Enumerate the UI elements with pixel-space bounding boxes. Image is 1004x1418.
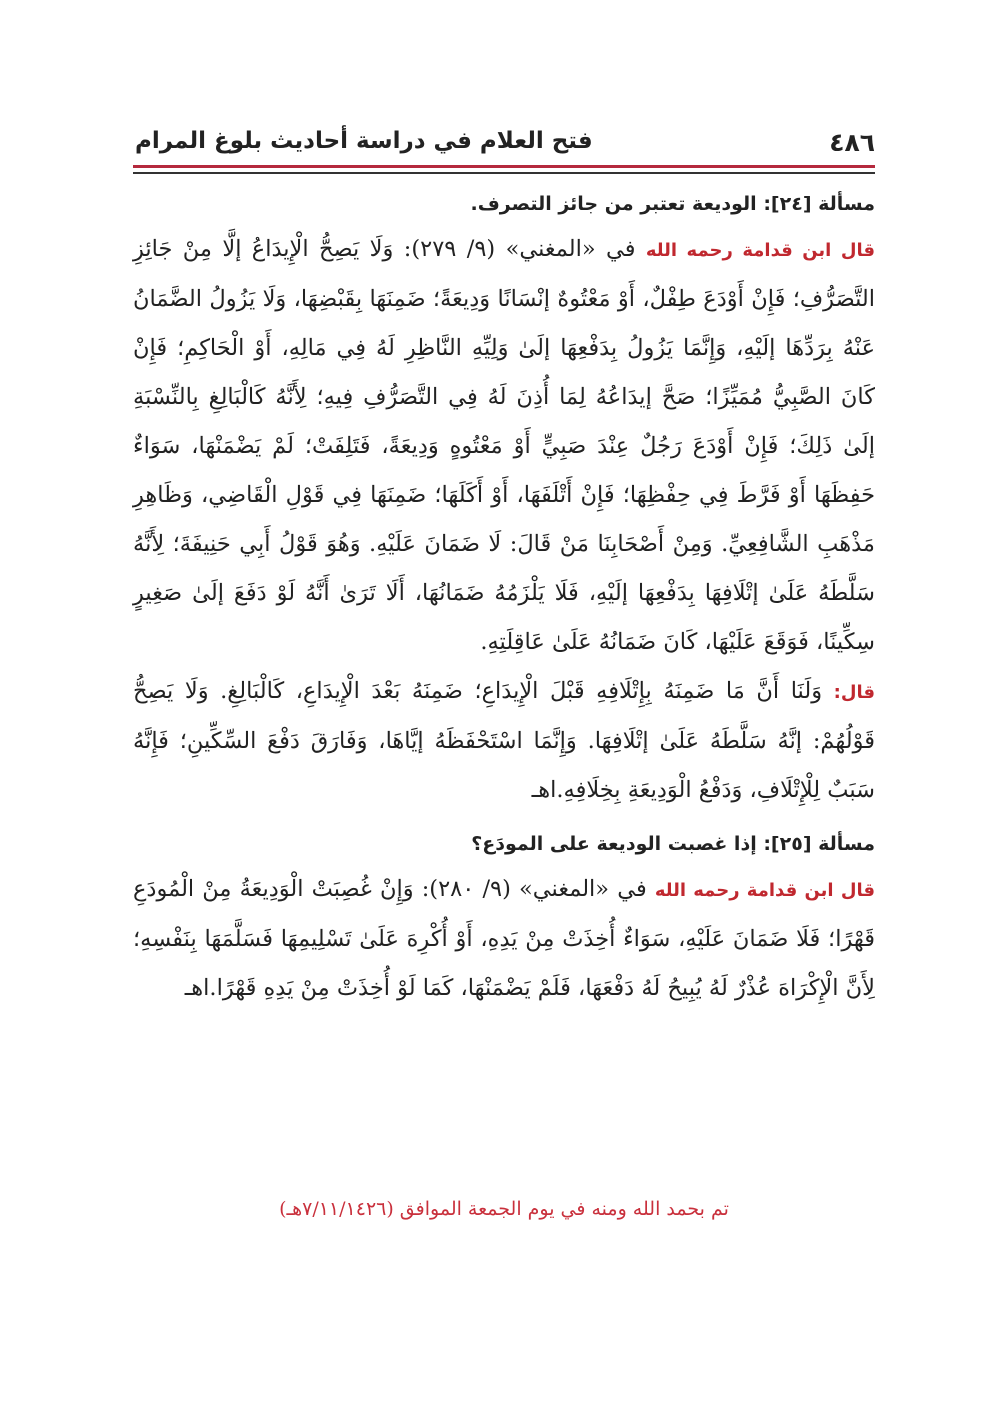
page-number: ٤٨٦ <box>829 128 875 157</box>
closing-note: تم بحمد الله ومنه في يوم الجمعة الموافق (٧/١١/١٤٢٦هـ) <box>279 1198 729 1220</box>
citation-label: قال ابن قدامة رحمه الله <box>654 880 875 901</box>
quote-paragraph <box>133 225 875 667</box>
citation-label: قال ابن قدامة رحمه الله <box>645 240 876 261</box>
page-body <box>133 193 875 1013</box>
section-gap <box>133 815 875 833</box>
header-rule-red <box>133 165 875 168</box>
quote-text: في «المغني» (٩/ ٢٧٩): وَلَا يَصِحُّ الْإِيدَاعُ إلَّا مِنْ جَائِزِ التَّصَرُّفِ؛ فَإِنْ أَوْدَعَ طِفْلٌ، أَوْ مَعْتُوهٌ إنْسَانًا وَدِيعَةً؛ ضَمِنَهَا بِقَبْضِهَا، وَلَا يَزُولُ الضَّمَانُ عَنْهُ بِرَدِّهَا إلَيْهِ، وَإِنَّمَا يَزُولُ بِدَفْعِهَا إلَىٰ وَلِيِّهِ النَّاظِرِ لَهُ فِي مَالِهِ، أَوْ الْحَاكِمِ؛ فَإِنْ كَانَ الصَّبِيُّ مُمَيِّزًا؛ صَحَّ إيدَاعُهُ لِمَا أُذِنَ لَهُ فِي التَّصَرُّفِ فِيهِ؛ لِأَنَّهُ كَالْبَالِغِ بِالنِّسْبَةِ إلَىٰ ذَلِكَ؛ فَإِنْ أَوْدَعَ رَجُلٌ عِنْدَ صَبِيٍّ أَوْ مَعْتُوهٍ وَدِيعَةً، فَتَلِفَتْ؛ لَمْ يَضْمَنْهَا، سَوَاءٌ حَفِظَهَا أَوْ فَرَّطَ فِي حِفْظِهَا؛ فَإِنْ أَتْلَفَهَا، أَوْ أَكَلَهَا؛ ضَمِنَهَا فِي قَوْلِ الْقَاضِي، وَظَاهِرِ مَذْهَبِ الشَّافِعِيِّ. وَمِنْ أَصْحَابِنَا مَنْ قَالَ: لَا ضَمَانَ عَلَيْهِ. وَهُوَ قَوْلُ أَبِي حَنِيفَةَ؛ لِأَنَّهُ سَلَّطَهُ عَلَىٰ إتْلَافِهَا بِدَفْعِهَا إلَيْهِ، فَلَا يَلْزَمُهُ ضَمَانُهَا، أَلَا تَرَىٰ أَنَّهُ لَوْ دَفَعَ إلَىٰ صَغِيرٍ سِكِّينًا، فَوَقَعَ عَلَيْهَا، كَانَ ضَمَانُهُ عَلَىٰ عَاقِلَتِهِ. <box>133 236 875 655</box>
quote-text: وَلَنَا أَنَّ مَا ضَمِنَهُ بِإِتْلَافِهِ قَبْلَ الْإِيدَاعِ؛ ضَمِنَهُ بَعْدَ الْإِيدَاعِ، كَالْبَالِغِ. وَلَا يَصِحُّ قَوْلُهُمْ: إنَّهُ سَلَّطَهُ عَلَىٰ إتْلَافِهَا. وَإِنَّمَا اسْتَحْفَظَهُ إيَّاهَا، وَفَارَقَ دَفْعَ السِّكِّينِ؛ فَإِنَّهُ سَبَبٌ لِلْإِتْلَافِ، وَدَفْعُ الْوَدِيعَةِ بِخِلَافِهِ.اهـ <box>133 678 875 803</box>
book-title: فتح العلام في دراسة أحاديث بلوغ المرام <box>135 128 593 154</box>
citation-label: قال: <box>833 682 875 703</box>
quote-text: في «المغني» (٩/ ٢٨٠): وَإِنْ غُصِبَتْ الْوَدِيعَةُ مِنْ الْمُودَعِ قَهْرًا؛ فَلَا ضَمَانَ عَلَيْهِ، سَوَاءٌ أُخِذَتْ مِنْ يَدِهِ، أَوْ أُكْرِهَ عَلَىٰ تَسْلِيمِهَا فَسَلَّمَهَا بِنَفْسِهِ؛ لِأَنَّ الْإِكْرَاهَ عُذْرٌ لَهُ يُبِيحُ لَهُ دَفْعَهَا، فَلَمْ يَضْمَنْهَا، كَمَا لَوْ أُخِذَتْ مِنْ يَدِهِ قَهْرًا.اهـ <box>133 876 875 1001</box>
quote-paragraph <box>133 865 875 1013</box>
issue-heading-24: مسألة [٢٤]: الوديعة تعتبر من جائز التصرف. <box>470 193 875 215</box>
quote-paragraph <box>133 667 875 815</box>
header-rule-dark <box>133 172 875 174</box>
issue-heading-25: مسألة [٢٥]: إذا غصبت الوديعة على المودَع؟ <box>471 833 875 855</box>
running-header <box>135 128 875 168</box>
